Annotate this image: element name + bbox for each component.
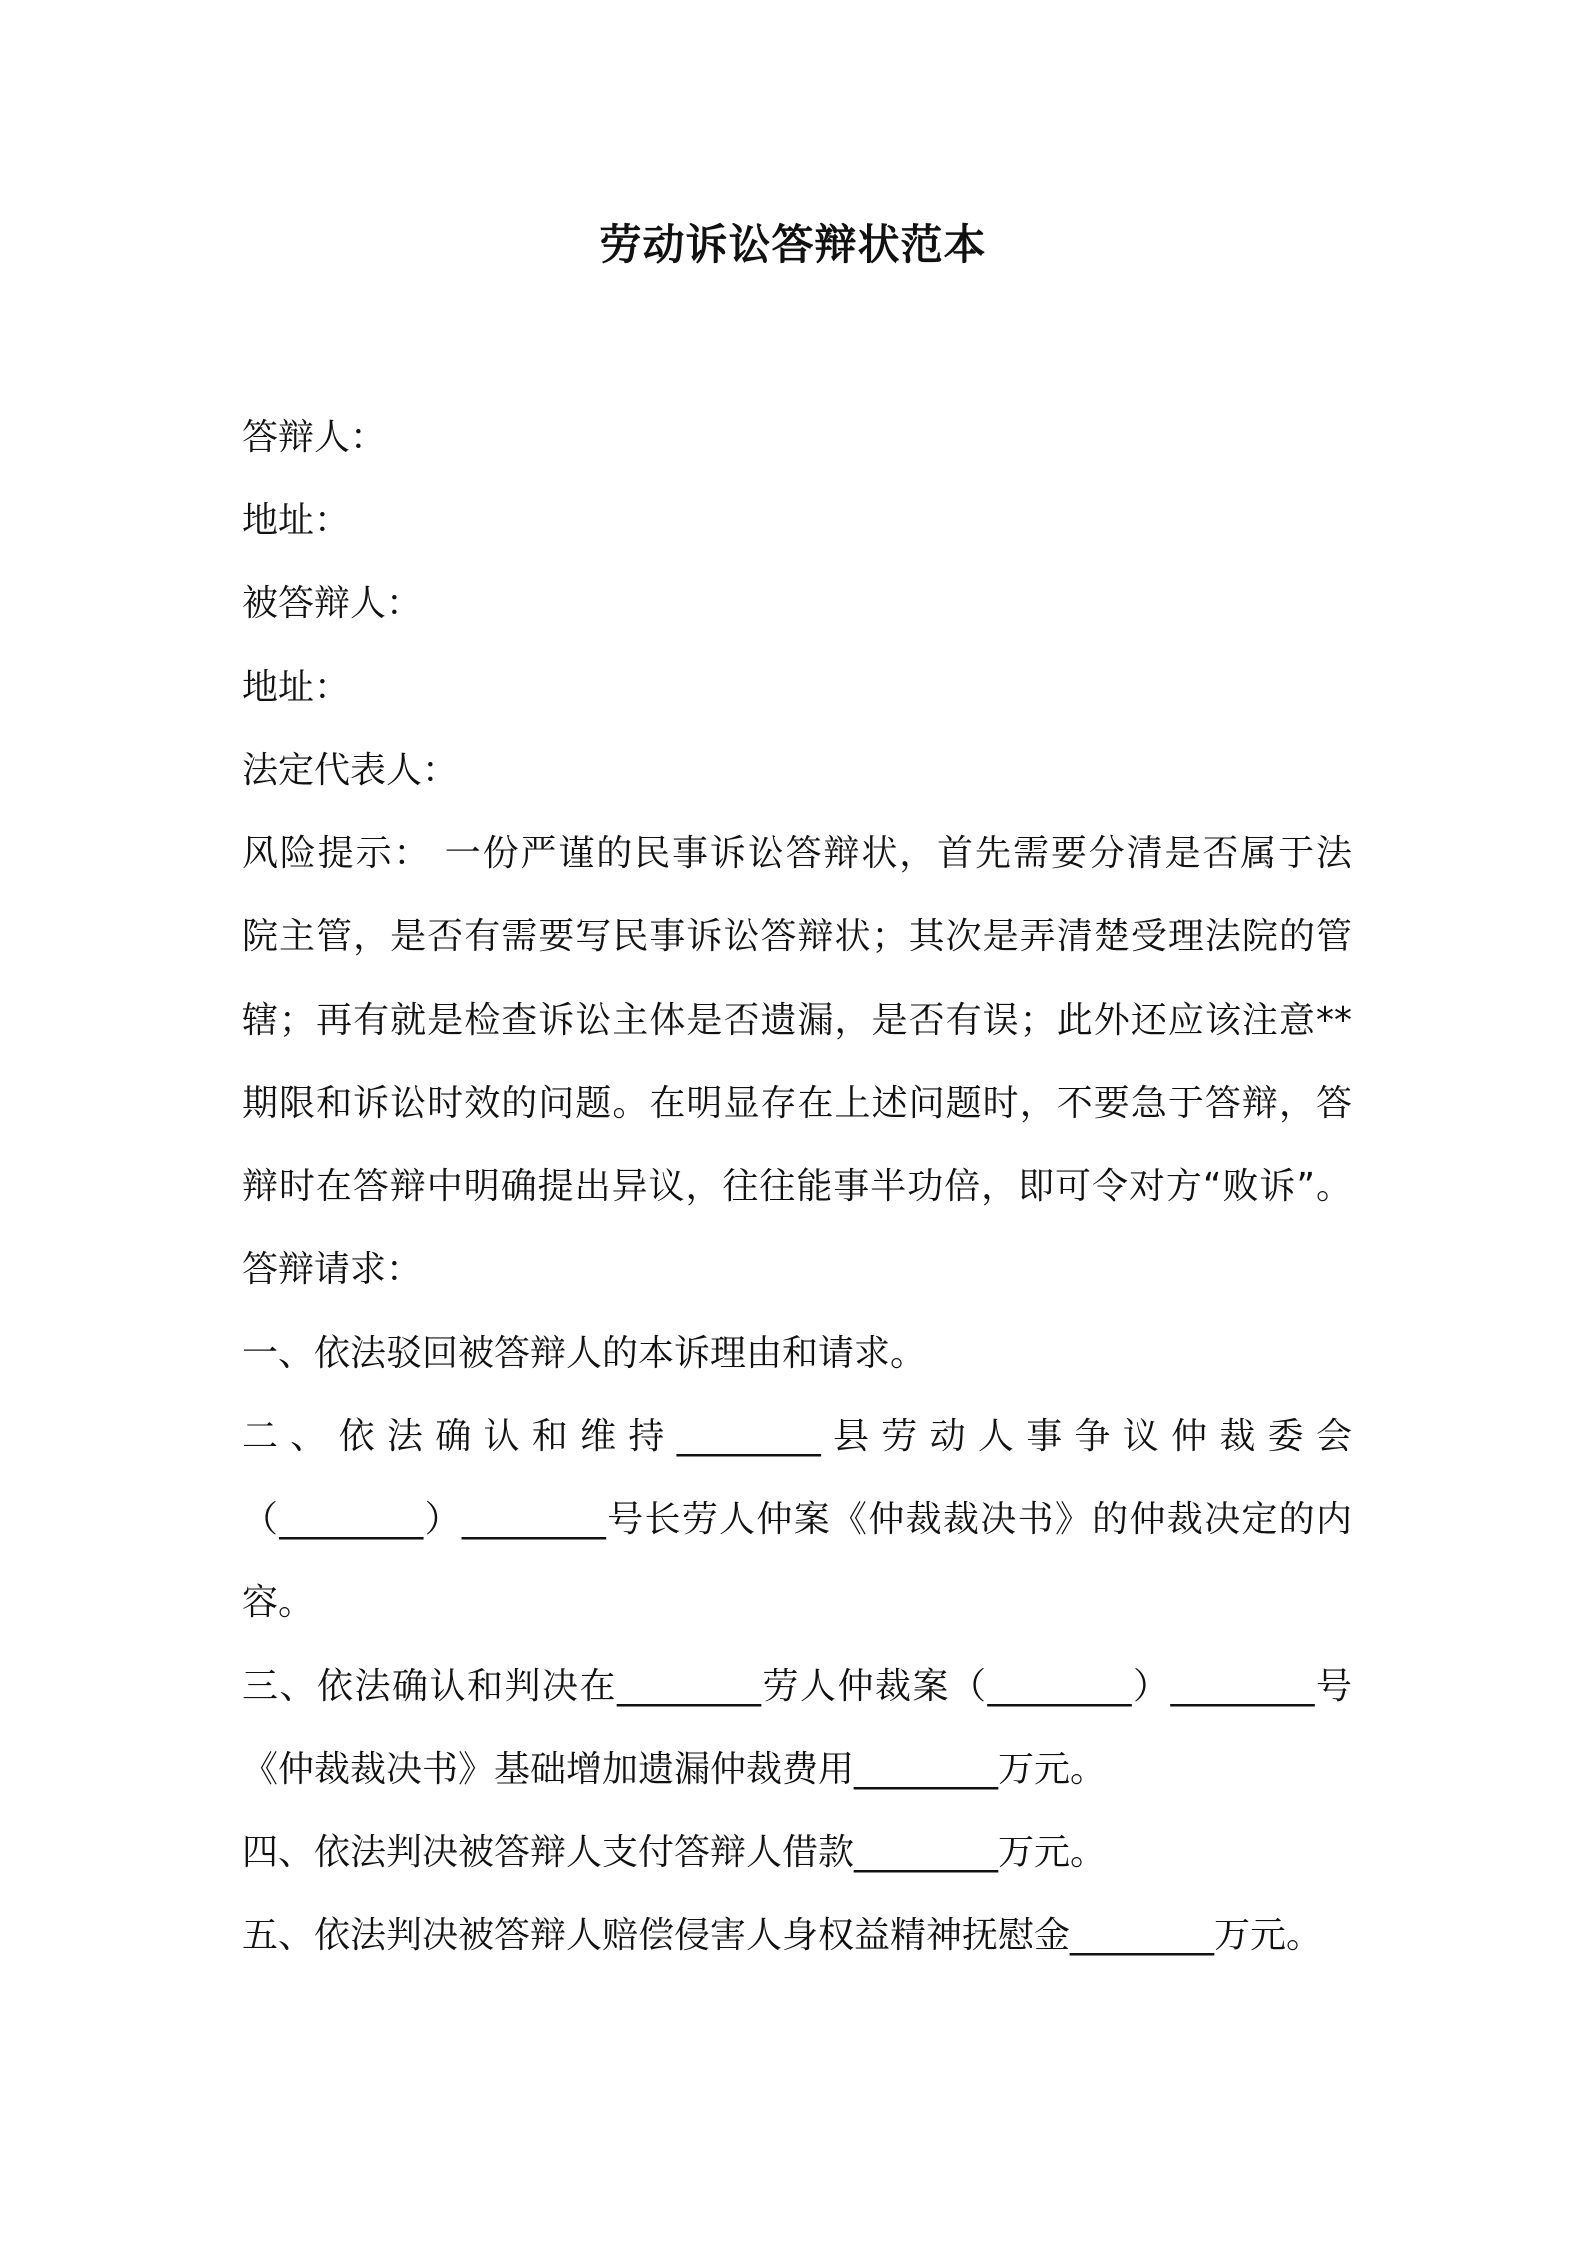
risk-notice-line-3: 辖；再有就是检查诉讼主体是否遗漏，是否有误；此外还应该注意** xyxy=(242,1000,1352,1041)
respondent-address-label: 地址： xyxy=(242,500,351,541)
risk-notice-line-4: 期限和诉讼时效的问题。在明显存在上述问题时，不要急于答辩，答 xyxy=(242,1083,1352,1124)
request-4: 四、依法判决被答辩人支付答辩人借款________万元。 xyxy=(242,1832,1107,1873)
risk-notice-line-2: 院主管，是否有需要写民事诉讼答辩状；其次是弄清楚受理法院的管 xyxy=(242,916,1352,957)
defense-requests-heading: 答辩请求： xyxy=(242,1249,423,1290)
risk-notice-line-5: 辩时在答辩中明确提出异议，往往能事半功倍，即可令对方“败诉”。 xyxy=(242,1166,1352,1207)
request-1: 一、依法驳回被答辩人的本诉理由和请求。 xyxy=(242,1333,927,1374)
request-3-line-2: 《仲裁裁决书》基础增加遗漏仲裁费用________万元。 xyxy=(242,1749,1107,1790)
document-title: 劳动诉讼答辩状范本 xyxy=(599,220,987,269)
plaintiff-label: 被答辩人： xyxy=(242,583,423,624)
respondent-label: 答辩人： xyxy=(242,417,387,458)
request-3-line-1: 三、依法确认和判决在________劳人仲裁案（________）________号 xyxy=(242,1666,1352,1707)
request-2-line-1: 二、依法确认和维持________县劳动人事争议仲裁委会 xyxy=(242,1416,1352,1457)
legal-representative-label: 法定代表人： xyxy=(242,750,459,791)
plaintiff-address-label: 地址： xyxy=(242,667,351,708)
request-2-line-3: 容。 xyxy=(242,1582,315,1623)
request-5: 五、依法判决被答辩人赔偿侵害人身权益精神抚慰金________万元。 xyxy=(242,1915,1323,1956)
request-2-line-2: （________）________号长劳人仲案《仲裁裁决书》的仲裁决定的内 xyxy=(242,1499,1352,1540)
risk-notice-line-1: 风险提示： 一份严谨的民事诉讼答辩状，首先需要分清是否属于法 xyxy=(242,833,1352,874)
